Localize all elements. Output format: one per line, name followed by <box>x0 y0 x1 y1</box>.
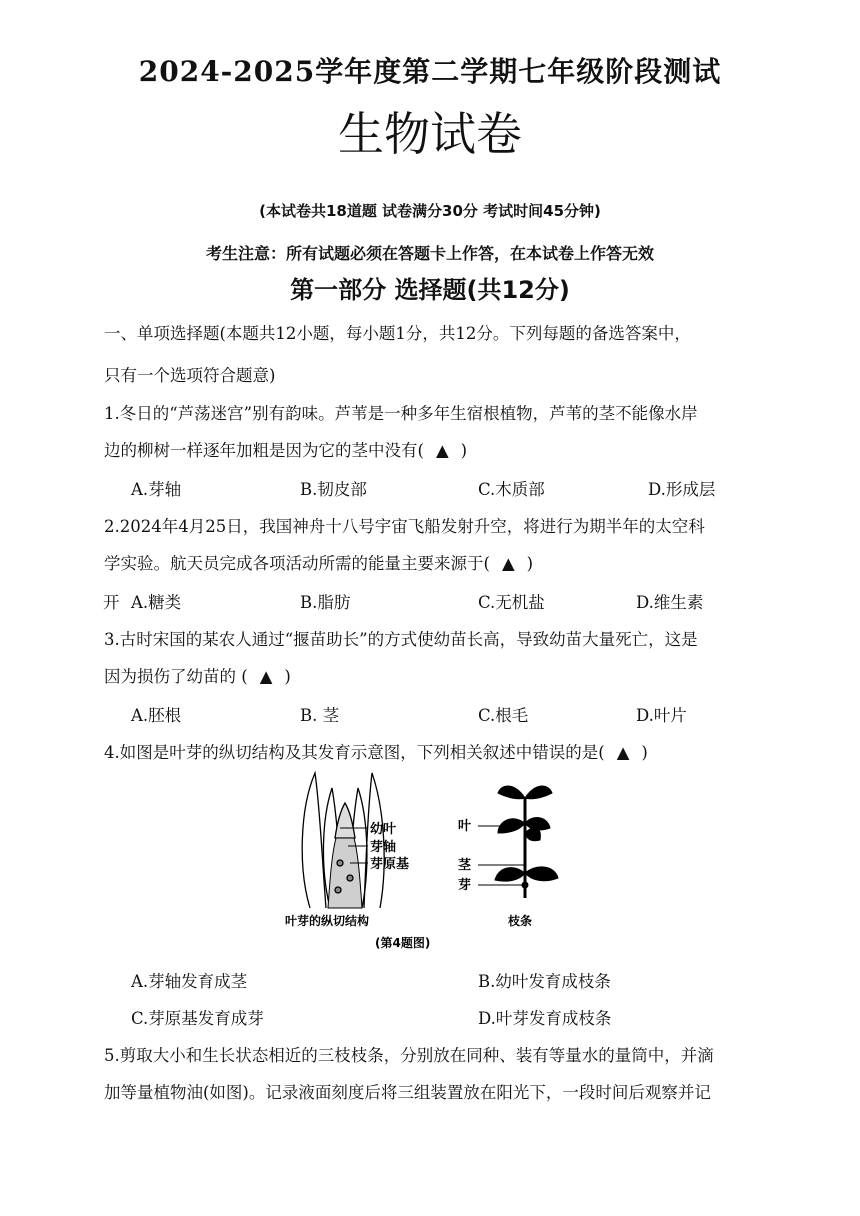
q2-prefix: 开 <box>103 593 120 612</box>
section-instruction-line1: 一、单项选择题(本题共12小题，每小题1分，共12分。下列每题的备选答案中， <box>104 324 691 343</box>
q2-stem-line1: 2.2024年4月25日，我国神舟十八号宇宙飞船发射升空，将进行为期半年的太空科 <box>104 517 705 536</box>
answer-mark-icon: ▲ <box>259 667 273 686</box>
q1-option-d: D.形成层 <box>648 480 716 499</box>
section-instruction-line2: 只有一个选项符合题意) <box>104 366 276 385</box>
q3-option-b: B. 茎 <box>300 706 340 725</box>
label-bud: 芽 <box>458 878 472 893</box>
caption-bud-section: 叶芽的纵切结构 <box>285 914 370 928</box>
q3-close-paren: ) <box>284 667 291 686</box>
q3-option-d: D.叶片 <box>636 706 687 725</box>
q2-option-a: A.糖类 <box>131 593 182 612</box>
subject-title: 生物试卷 <box>338 107 522 161</box>
label-stem: 茎 <box>458 858 472 873</box>
q3-option-a: A.胚根 <box>131 706 182 725</box>
q2-stem-text: 学实验。航天员完成各项活动所需的能量主要来源于( <box>104 554 490 573</box>
q1-option-c: C.木质部 <box>478 480 545 499</box>
q3-stem-text: 因为损伤了幼苗的 ( <box>104 667 248 686</box>
answer-mark-icon: ▲ <box>435 441 449 460</box>
label-leaf: 叶 <box>458 819 472 834</box>
q1-stem-line1: 1.冬日的“芦荡迷宫”别有韵味。芦苇是一种多年生宿根植物，芦苇的茎不能像水岸 <box>104 404 698 423</box>
exam-info: (本试卷共18道题 试卷满分30分 考试时间45分钟) <box>259 202 601 220</box>
q2-close-paren: ) <box>526 554 534 573</box>
q4-option-c: C.芽原基发育成芽 <box>131 1009 264 1028</box>
q4-option-b: B.幼叶发育成枝条 <box>478 972 611 991</box>
q4-option-d: D.叶芽发育成枝条 <box>478 1009 612 1028</box>
q2-option-c: C.无机盐 <box>478 593 545 612</box>
branch-drawing <box>478 786 558 898</box>
exam-notice: 考生注意：所有试题必须在答题卡上作答，在本试卷上作答无效 <box>205 244 654 263</box>
q3-stem-line1: 3.古时宋国的某农人通过“揠苗助长”的方式使幼苗长高，导致幼苗大量死亡，这是 <box>104 630 698 649</box>
q2-option-b: B.脂肪 <box>300 593 351 612</box>
label-bud-axis: 芽轴 <box>370 840 397 855</box>
caption-branch: 枝条 <box>508 914 533 928</box>
q1-close-paren: ) <box>460 441 468 460</box>
section-title: 第一部分 选择题(共12分) <box>290 276 570 304</box>
label-young-leaf: 幼叶 <box>370 822 397 837</box>
q4-figure <box>280 768 580 953</box>
q4-option-a: A.芽轴发育成茎 <box>131 972 248 991</box>
q5-stem-line1: 5.剪取大小和生长状态相近的三枝枝条，分别放在同种、装有等量水的量筒中，并滴 <box>104 1046 714 1065</box>
figure-caption: (第4题图) <box>375 936 431 950</box>
q4-stem-line1 <box>104 739 648 763</box>
q1-option-a: A.芽轴 <box>131 480 182 499</box>
q4-stem-text: 4.如图是叶芽的纵切结构及其发育示意图，下列相关叙述中错误的是( <box>104 743 605 762</box>
q2-option-d: D.维生素 <box>636 593 704 612</box>
q1-stem-text: 边的柳树一样逐年加粗是因为它的茎中没有( <box>104 441 424 460</box>
q1-stem-line2 <box>104 437 467 461</box>
q3-option-c: C.根毛 <box>478 706 529 725</box>
q4-close-paren: ) <box>641 743 648 762</box>
q5-stem-line2: 加等量植物油(如图)。记录液面刻度后将三组装置放在阳光下，一段时间后观察并记 <box>104 1083 711 1102</box>
q1-option-b: B.韧皮部 <box>300 480 367 499</box>
answer-mark-icon: ▲ <box>501 554 515 573</box>
exam-title: 2024-2025学年度第二学期七年级阶段测试 <box>138 55 722 88</box>
q3-stem-line2 <box>104 663 291 687</box>
q2-stem-line2 <box>104 550 533 574</box>
answer-mark-icon: ▲ <box>616 743 630 762</box>
label-bud-primordium: 芽原基 <box>370 857 410 872</box>
